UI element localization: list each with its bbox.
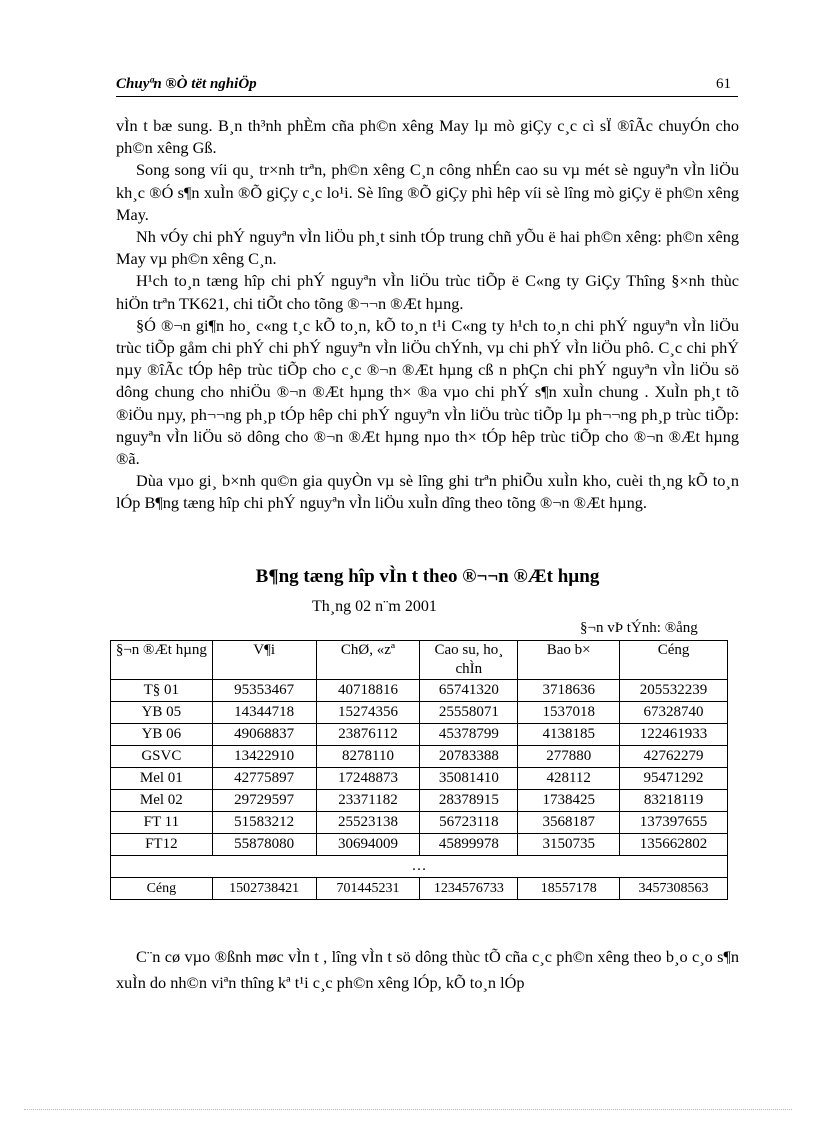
column-header: Céng xyxy=(620,641,728,680)
table-total-cell: Céng xyxy=(111,878,213,900)
table-title: B¶ng tæng hîp vÌn t theo ®¬¬n ®Æt hµng xyxy=(255,566,600,587)
table-cell: 30694009 xyxy=(316,834,420,856)
column-header: §¬n ®Æt hµng xyxy=(111,641,213,680)
table-cell: 13422910 xyxy=(212,746,316,768)
table-cell: 122461933 xyxy=(620,724,728,746)
body-text xyxy=(116,115,739,515)
paragraph: vÌn t bæ sung. B¸n th³nh phÈm cña ph©n xêng May lµ mò giÇy c¸c cì sÏ ®îÃc chuyÓn cho ph©n xêng Gß. xyxy=(116,116,739,158)
table-cell: 55878080 xyxy=(212,834,316,856)
table-cell: 1738425 xyxy=(518,790,620,812)
table-total-cell: 1502738421 xyxy=(212,878,316,900)
table-cell: Mel 02 xyxy=(111,790,213,812)
table-cell: Mel 01 xyxy=(111,768,213,790)
table-unit: §¬n vÞ tÝnh: ®ång xyxy=(580,620,698,636)
table-cell: FT12 xyxy=(111,834,213,856)
table-cell: 23371182 xyxy=(316,790,420,812)
table-cell: 15274356 xyxy=(316,702,420,724)
table-row xyxy=(111,834,728,856)
column-header: Bao b× xyxy=(518,641,620,680)
table-cell: 3568187 xyxy=(518,812,620,834)
table-cell: 428112 xyxy=(518,768,620,790)
paragraph: H¹ch to¸n tæng hîp chi phÝ nguyªn vÌn liÖu trùc tiÕp ë C«ng ty GiÇy Thîng §×nh thùc hiÖn trªn TK621, chi tiÕt cho tõng ®¬¬n ®Æt hµng. xyxy=(116,271,739,313)
table-row xyxy=(111,680,728,702)
table-ellipsis-row xyxy=(111,856,728,878)
table-cell: 28378915 xyxy=(420,790,518,812)
paragraph: C¨n cø vµo ®ßnh møc vÌn t , lîng vÌn t sö dông thùc tÕ cña c¸c ph©n xêng theo b¸o c¸o s¶n xuÌn do nh©n viªn thîng kª t¹i c¸c ph©n xêng lÓp, kÕ to¸n lÓp xyxy=(116,947,739,992)
table-cell: 205532239 xyxy=(620,680,728,702)
table-cell: 45899978 xyxy=(420,834,518,856)
table-cell: YB 05 xyxy=(111,702,213,724)
table-cell: 3150735 xyxy=(518,834,620,856)
table-cell: 65741320 xyxy=(420,680,518,702)
table-month: Th¸ng 02 n¨m 2001 xyxy=(312,598,437,615)
closing-text xyxy=(116,944,739,996)
table-row xyxy=(111,790,728,812)
table-cell: 3718636 xyxy=(518,680,620,702)
table-header-row xyxy=(111,641,728,680)
table-total-row xyxy=(111,878,728,900)
table-cell: 4138185 xyxy=(518,724,620,746)
table-cell: 1537018 xyxy=(518,702,620,724)
table-cell: 137397655 xyxy=(620,812,728,834)
table-cell: 45378799 xyxy=(420,724,518,746)
paragraph: Song song víi qu¸ tr×nh trªn, ph©n xêng C¸n công nhÉn cao su vµ mét sè nguyªn vÌn liÖu kh¸c ®Ó s¶n xuÌn ®Õ giÇy c¸c lo¹i. Sè lîng ®Õ giÇy phì hêp víi sè lîng mò giÇy ë ph©n xêng May. xyxy=(116,160,739,224)
header-divider xyxy=(116,96,738,97)
table-cell: 83218119 xyxy=(620,790,728,812)
table-cell: 23876112 xyxy=(316,724,420,746)
table-row xyxy=(111,768,728,790)
column-header: Cao su, ho¸ chÌn xyxy=(420,641,518,680)
table-cell: 51583212 xyxy=(212,812,316,834)
table-cell: 277880 xyxy=(518,746,620,768)
table-cell: GSVC xyxy=(111,746,213,768)
table-cell: 95353467 xyxy=(212,680,316,702)
table-total-cell: 18557178 xyxy=(518,878,620,900)
table-cell: 29729597 xyxy=(212,790,316,812)
table-cell: 25523138 xyxy=(316,812,420,834)
table-row xyxy=(111,724,728,746)
table-cell: 49068837 xyxy=(212,724,316,746)
table-cell: 25558071 xyxy=(420,702,518,724)
table-cell: 40718816 xyxy=(316,680,420,702)
table-row xyxy=(111,812,728,834)
table-total-cell: 1234576733 xyxy=(420,878,518,900)
material-summary-table xyxy=(110,640,728,900)
table-row xyxy=(111,746,728,768)
paragraph: Nh vÓy chi phÝ nguyªn vÌn liÖu ph¸t sinh tÓp trung chñ yÕu ë hai ph©n xêng: ph©n xêng May vµ ph©n xêng C¸n. xyxy=(116,227,739,269)
column-header: ChØ, «zª xyxy=(316,641,420,680)
table-cell: 14344718 xyxy=(212,702,316,724)
table-total-cell: 701445231 xyxy=(316,878,420,900)
table-cell: 17248873 xyxy=(316,768,420,790)
page-bottom-edge xyxy=(24,1109,792,1110)
column-header: V¶i xyxy=(212,641,316,680)
table-cell: 8278110 xyxy=(316,746,420,768)
table-cell: YB 06 xyxy=(111,724,213,746)
table-cell: 67328740 xyxy=(620,702,728,724)
table-cell: T§ 01 xyxy=(111,680,213,702)
table-total-cell: 3457308563 xyxy=(620,878,728,900)
table-row xyxy=(111,702,728,724)
table-cell: 56723118 xyxy=(420,812,518,834)
paragraph: Dùa vµo gi¸ b×nh qu©n gia quyÒn vµ sè lîng ghi trªn phiÕu xuÌn kho, cuèi th¸ng kÕ to¸n lÓp B¶ng tæng hîp chi phÝ nguyªn vÌn liÖu xuÌn dîng theo tõng ®¬n ®Æt hµng. xyxy=(116,471,739,513)
paragraph: §Ó ®¬n gi¶n ho¸ c«ng t¸c kÕ to¸n, kÕ to¸n t¹i C«ng ty h¹ch to¸n chi phÝ nguyªn vÌn liÖu trùc tiÕp gåm chi phÝ chi phÝ nguyªn vÌn liÖu chÝnh, vµ chi phÝ vÌn liÖu phô. C¸c chi phÝ nµy ®îÃc tÓp hêp trùc tiÕp cho c¸c ®¬n ®Æt hµng cß n phÇn chi phÝ nguyªn vÌn liÖu sö dông chung cho nhiÖu ®¬n ®Æt hµng th× ®a vµo chi phÝ s¶n xuÌn chung . XuÌn ph¸t tõ ®iÖu nµy, ph¬¬ng ph¸p tÓp hêp chi phÝ nguyªn vÌn liÖu trùc tiÕp lµ ph¬¬ng ph¸p trùc tiÕp: nguyªn vÌn liÖu sö dông cho ®¬n ®Æt hµng nµo th× tÓp hêp trùc tiÕp cho ®¬n ®Æt hµng ®ã. xyxy=(116,315,739,469)
page-number: 61 xyxy=(716,76,731,92)
table-cell: 35081410 xyxy=(420,768,518,790)
table-cell: 95471292 xyxy=(620,768,728,790)
table-cell: FT 11 xyxy=(111,812,213,834)
table-cell: 42762279 xyxy=(620,746,728,768)
running-header-title: Chuyªn ®Ò tët nghiÖp xyxy=(116,76,257,92)
table-ellipsis: … xyxy=(111,856,728,878)
table-cell: 42775897 xyxy=(212,768,316,790)
table-cell: 135662802 xyxy=(620,834,728,856)
table-cell: 20783388 xyxy=(420,746,518,768)
